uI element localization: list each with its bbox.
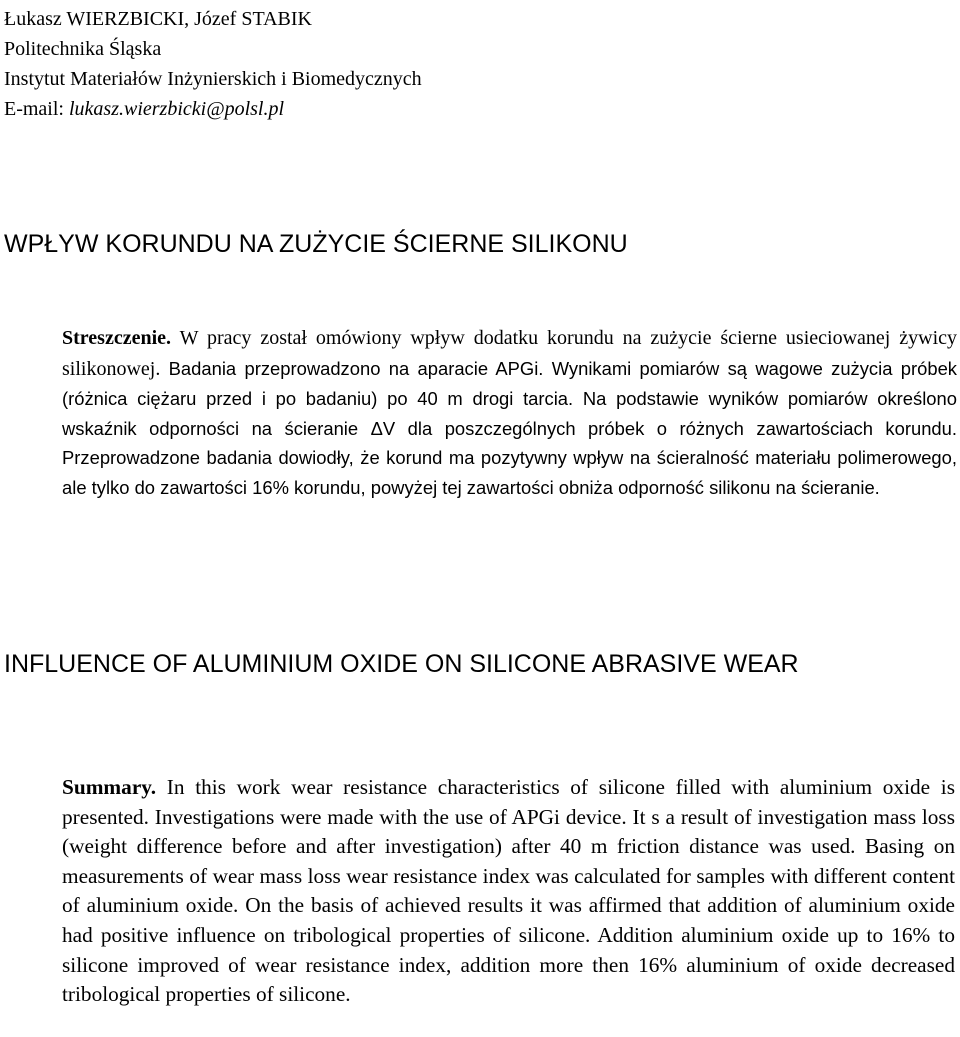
- author-block: [4, 4, 422, 124]
- abstract-english-label: Summary.: [62, 775, 157, 799]
- abstract-english-body: In this work wear resistance characteristics of silicone filled with aluminium oxide is presented. Investigations were made with the use of APGi device. It s a result of investigation mass loss (weight difference before and after investigation) after 40 m friction distance was used. Basing on measurements of wear mass loss wear resistance index was calculated for samples with different content of aluminium oxide. On the basis of achieved results it was affirmed that addition of aluminium oxide had positive influence on tribological properties of silicone. Addition aluminium oxide up to 16% to silicone improved of wear resistance index, addition more then 16% aluminium of oxide decreased tribological properties of silicone.: [62, 775, 955, 1007]
- abstract-polish: [62, 323, 957, 502]
- title-english: INFLUENCE OF ALUMINIUM OXIDE ON SILICONE ABRASIVE WEAR: [4, 650, 799, 678]
- author-names: Łukasz WIERZBICKI, Józef STABIK: [4, 8, 312, 30]
- abstract-polish-body: Badania przeprowadzono na aparacie APGi. Wynikami pomiarów są wagowe zużycia próbek (różnica ciężaru przed i po badaniu) po 40 m drogi tarcia. Na podstawie wyników pomiarów określono wskaźnik odporności na ścieranie ΔV dla poszczególnych próbek o różnych zawartościach korundu. Przeprowadzone badania dowiodły, że korund ma pozytywny wpływ na ścieralność materiału polimerowego, ale tylko do zawartości 16% korundu, powyżej tej zawartości obniża odporność silikonu na ścieranie.: [62, 357, 957, 498]
- university-name: Politechnika Śląska: [4, 38, 162, 60]
- email-label: E-mail:: [4, 98, 69, 120]
- email-line: [4, 94, 422, 124]
- abstract-polish-label: Streszczenie.: [62, 327, 172, 349]
- institute-name: Instytut Materiałów Inżynierskich i Biomedycznych: [4, 68, 422, 90]
- email-address: lukasz.wierzbicki@polsl.pl: [68, 98, 285, 120]
- abstract-english: [62, 773, 955, 1010]
- title-polish: WPŁYW KORUNDU NA ZUŻYCIE ŚCIERNE SILIKONU: [4, 230, 628, 258]
- abstract-polish-lead: W pracy został omówiony wpływ dodatku korundu na zużycie ścierne usieciowanej żywicy silikonowej.: [62, 327, 957, 380]
